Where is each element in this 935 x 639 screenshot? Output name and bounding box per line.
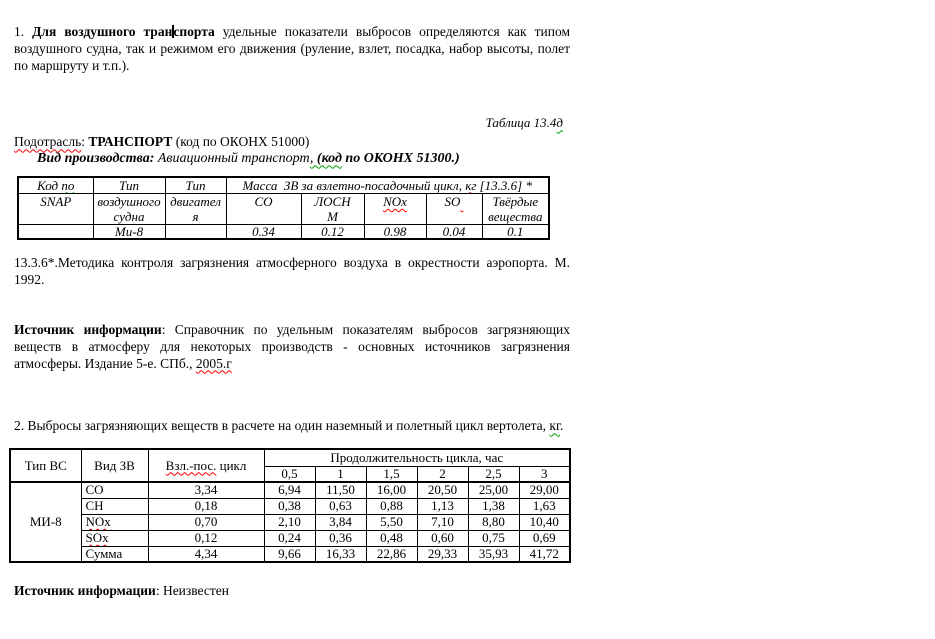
table-caption-tail: д — [556, 115, 563, 131]
t1-header-solids: Твёрдые вещества — [482, 193, 549, 224]
t1-header-mass-span: Масса ЗВ за взлетно-посадочный цикл, кг [13.3.6] * — [226, 177, 549, 193]
document-content — [14, 0, 570, 599]
t2-row-label: CO — [81, 482, 148, 498]
cycle-duration-table — [9, 448, 571, 563]
production-label: Вид производства: — [37, 151, 155, 167]
footnote: 13.3.6*.Методика контроля загрязнения атмосферного воздуха в окрестности аэропорта. М. 1992. — [14, 255, 570, 288]
t2-cell: 6,94 — [264, 482, 315, 498]
t1-cell-value: 0.12 — [301, 224, 364, 239]
t2-cell: 0,24 — [264, 530, 315, 546]
t2-cell: 7,10 — [417, 514, 468, 530]
production-code-a: (код — [316, 151, 342, 167]
t1-cell-value: 0.34 — [226, 224, 301, 239]
t2-cell: 2,10 — [264, 514, 315, 530]
source-2-label: Источник информации — [14, 583, 156, 599]
table-caption-text: Таблица 13.4 — [485, 115, 557, 131]
source-1-label: Источник информации — [14, 321, 162, 337]
subsector-line — [14, 133, 570, 150]
para1-rest: удельные показатели выбросов определяются как типом воздушного судна, так и режимом его движения (руление, взлет, посадка, набор высоты, полет по маршруту и т.п.). — [14, 24, 570, 73]
t2-row-label: CH — [81, 498, 148, 514]
t2-cell: 16,33 — [315, 546, 366, 562]
t2-cell: 0,38 — [264, 498, 315, 514]
source-1-year: 2005.г — [195, 355, 232, 371]
t1-cell-empty — [165, 224, 226, 239]
subsector-code: (код по ОКОНХ 51000) — [172, 134, 310, 150]
t2-cell: 1,13 — [417, 498, 468, 514]
t2-header-duration-value: 1,5 — [366, 466, 417, 482]
t1-header-code: Код по — [18, 177, 93, 193]
t2-cell: 41,72 — [519, 546, 570, 562]
t2-cell: 0,70 — [148, 514, 264, 530]
t2-cell: 25,00 — [468, 482, 519, 498]
t2-cell: 5,50 — [366, 514, 417, 530]
t1-header-co: СО — [226, 193, 301, 224]
t2-cell: 29,33 — [417, 546, 468, 562]
t1-header-losn: ЛОСН М — [301, 193, 364, 224]
t1-header-snap: SNAP — [18, 193, 93, 224]
source-1-text: : Справочник по удельным показателям выбросов загрязняющих веществ в атмосферу для некоторых производств - основных источников загрязнения атмосферы. Издание 5-е. СПб., — [14, 321, 571, 371]
t1-header-aircraft: воздушного судна — [93, 193, 165, 224]
t1-cell-empty — [18, 224, 93, 239]
t1-cell-value: 0.04 — [426, 224, 482, 239]
para2-end: . — [559, 418, 564, 434]
t2-cell: 0,88 — [366, 498, 417, 514]
t2-cell: 1,38 — [468, 498, 519, 514]
paragraph-2 — [14, 418, 570, 435]
t2-row-label: SOx — [81, 530, 148, 546]
t2-header-duration-value: 1 — [315, 466, 366, 482]
t2-cell: 0,63 — [315, 498, 366, 514]
t2-header-vid-zv: Вид ЗВ — [81, 449, 148, 482]
t2-cell: 22,86 — [366, 546, 417, 562]
t2-header-duration-value: 2,5 — [468, 466, 519, 482]
t2-header-duration-value: 2 — [417, 466, 468, 482]
t1-header-type: Тип — [93, 177, 165, 193]
production-line — [14, 150, 570, 167]
para1-bold — [32, 24, 215, 39]
t1-header-engine-type: Тип — [165, 177, 226, 193]
t2-header-cycle: Взл.-пос. цикл — [148, 449, 264, 482]
t2-row-label: NOx — [81, 514, 148, 530]
t2-cell: 9,66 — [264, 546, 315, 562]
para2-kg: кг — [549, 418, 560, 434]
subsector-sep: : — [81, 134, 89, 150]
t1-cell-aircraft: Ми-8 — [93, 224, 165, 239]
t2-cell: 0,69 — [519, 530, 570, 546]
paragraph-1 — [14, 24, 570, 74]
para2-text: 2. Выбросы загрязняющих веществ в расчете на один наземный и полетный цикл вертолета, — [14, 418, 550, 434]
t2-cell: 1,63 — [519, 498, 570, 514]
para1-number: 1. — [14, 24, 33, 39]
source-2 — [14, 582, 570, 599]
t2-cell: 29,00 — [519, 482, 570, 498]
t2-header-duration: Продолжительность цикла, час — [264, 449, 570, 466]
t1-header-so: SO — [426, 193, 482, 224]
production-name: Авиационный транспорт — [154, 151, 310, 167]
t2-cell: 0,60 — [417, 530, 468, 546]
t2-cell: 3,84 — [315, 514, 366, 530]
para1-bold-b: спорта — [173, 24, 215, 39]
t2-cell: 0,18 — [148, 498, 264, 514]
t2-header-duration-value: 3 — [519, 466, 570, 482]
t2-cell: 10,40 — [519, 514, 570, 530]
subsector-name: ТРАНСПОРТ — [88, 134, 173, 150]
t1-cell-value: 0.1 — [482, 224, 549, 239]
table-caption — [14, 116, 570, 130]
t2-cell: 0,48 — [366, 530, 417, 546]
source-1 — [14, 322, 570, 372]
t2-aircraft: МИ-8 — [10, 482, 81, 562]
t2-cell: 4,34 — [148, 546, 264, 562]
t2-header-type-vs: Тип ВС — [10, 449, 81, 482]
t2-header-duration-value: 0,5 — [264, 466, 315, 482]
t2-cell: 35,93 — [468, 546, 519, 562]
production-comma: , — [309, 151, 317, 167]
production-code-b: по ОКОНХ 51300.) — [341, 151, 460, 167]
para1-bold-a: Для воздушного тран — [32, 24, 173, 39]
t2-cell: 0,12 — [148, 530, 264, 546]
t2-cell: 0,36 — [315, 530, 366, 546]
t2-cell: 16,00 — [366, 482, 417, 498]
t2-cell: 8,80 — [468, 514, 519, 530]
t1-cell-value: 0.98 — [364, 224, 426, 239]
spellcheck-mark — [460, 199, 463, 208]
t1-header-nox: NOx — [364, 193, 426, 224]
t2-cell: 20,50 — [417, 482, 468, 498]
t2-cell: 11,50 — [315, 482, 366, 498]
t2-cell: 3,34 — [148, 482, 264, 498]
source-2-text: : Неизвестен — [155, 583, 229, 599]
t2-row-label: Сумма — [81, 546, 148, 562]
emissions-per-cycle-table — [17, 176, 550, 240]
t2-cell: 0,75 — [468, 530, 519, 546]
t1-header-engine: двигателя — [165, 193, 226, 224]
subsector-label: Подотрасль — [14, 134, 82, 150]
